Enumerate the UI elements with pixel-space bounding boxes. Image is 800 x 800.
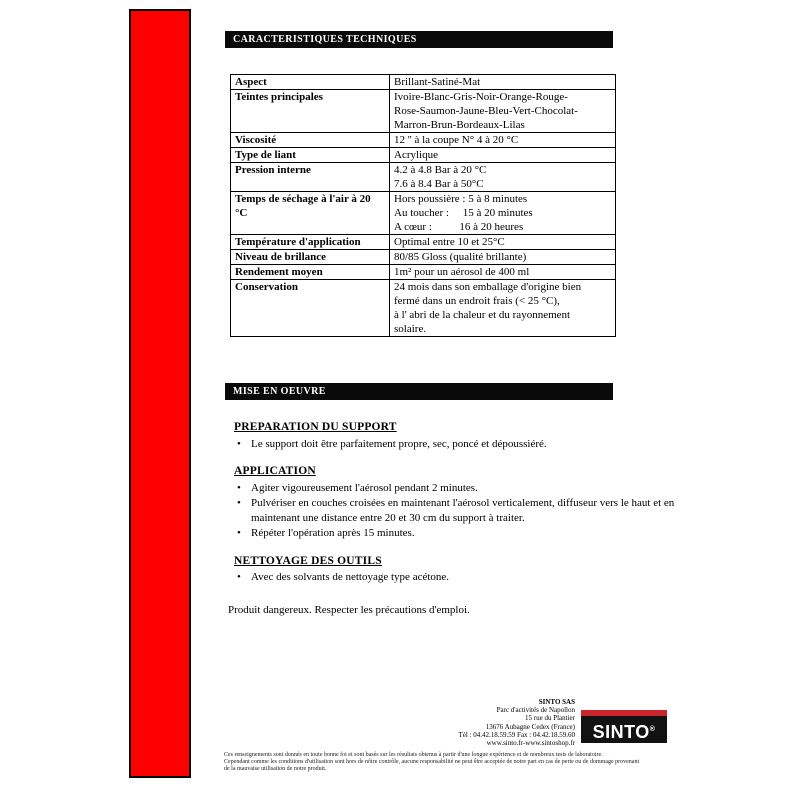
address-line: www.sinto.fr-www.sintoshop.fr: [486, 739, 575, 748]
spec-label: Type de liant: [231, 148, 390, 163]
bullet-list: [234, 437, 676, 452]
section-header-label: MISE EN OEUVRE: [233, 386, 326, 397]
spec-value: Acrylique: [390, 148, 616, 163]
technical-specs-table: [230, 74, 616, 337]
section-header-caracteristiques: [225, 31, 613, 48]
section-header-label: CARACTERISTIQUES TECHNIQUES: [233, 34, 417, 45]
bullet-item: • Avec des solvants de nettoyage type acétone.: [234, 570, 676, 585]
spec-label: Temps de séchage à l'air à 20 °C: [231, 192, 390, 235]
red-accent-bar: [129, 9, 191, 778]
spec-value: Optimal entre 10 et 25°C: [390, 235, 616, 250]
sinto-logo: [581, 710, 667, 743]
spec-label: Température d'application: [231, 235, 390, 250]
spec-value: 80/85 Gloss (qualité brillante): [390, 250, 616, 265]
fine-print-line: Cependant comme les conditions d'utilisation sont hors de nôtre contrôle, aucune responsabilité ne peut être acceptée de notre part en cas de perte ou de dommage provenant: [224, 758, 640, 765]
table-row: [231, 192, 616, 235]
spec-value: 1m² pour un aérosol de 400 ml: [390, 265, 616, 280]
address-line: Tél : 04.42.18.59.59 Fax : 04.42.18.59.60: [458, 730, 575, 739]
bullet-item: • Pulvériser en couches croisées en maintenant l'aérosol verticalement, diffuseur vers le haut et en maintenant une distance entre 20 et 30 cm du support à traiter.: [234, 496, 676, 525]
spec-label: Teintes principales: [231, 90, 390, 133]
section-header-mise-en-oeuvre: [225, 383, 613, 400]
table-row: [231, 250, 616, 265]
bullet-item: • Agiter vigoureusement l'aérosol pendant 2 minutes.: [234, 481, 676, 496]
spec-value: Hors poussière : 5 à 8 minutes Au toucher : 15 à 20 minutes A cœur : 16 à 20 heures: [390, 192, 616, 235]
bullet-list: [234, 481, 676, 541]
address-line: 15 rue du Plantier: [525, 714, 575, 723]
spec-label: Pression interne: [231, 163, 390, 192]
logo-text: SINTO: [592, 722, 650, 742]
legal-fine-print: [224, 752, 684, 772]
table-row: [231, 280, 616, 337]
subsection-heading: APPLICATION: [234, 465, 316, 477]
subsection-heading: NETTOYAGE DES OUTILS: [234, 554, 382, 567]
table-row: [231, 163, 616, 192]
address-line: Parc d'activités de Napollon: [496, 706, 575, 715]
fine-print-line: de la mauvaise utilisation de notre produit.: [224, 765, 327, 772]
spec-label: Niveau de brillance: [231, 250, 390, 265]
company-name: SINTO SAS: [538, 698, 575, 706]
logo-wordmark: [581, 716, 667, 743]
subsection-heading: PREPARATION DU SUPPORT: [234, 421, 397, 433]
registered-mark: ®: [649, 726, 656, 733]
spec-value: 12 '' à la coupe N° 4 à 20 °C: [390, 133, 616, 148]
bullet-item: • Répéter l'opération après 15 minutes.: [234, 526, 676, 541]
spec-label: Rendement moyen: [231, 265, 390, 280]
instructions-section: [228, 420, 676, 617]
spec-value: Brillant-Satiné-Mat: [390, 75, 616, 90]
table-row: [231, 75, 616, 90]
company-address-block: [340, 698, 575, 747]
table-row: [231, 148, 616, 163]
table-row: [231, 235, 616, 250]
spec-value: 4.2 à 4.8 Bar à 20 °C 7.6 à 8.4 Bar à 50°C: [390, 163, 616, 192]
table-row: [231, 133, 616, 148]
spec-value: 24 mois dans son emballage d'origine bien fermé dans un endroit frais (< 25 °C), à l' abri de la chaleur et du rayonnement solaire.: [390, 280, 616, 337]
bullet-list: [234, 570, 676, 585]
table-row: [231, 265, 616, 280]
spec-value: Ivoire-Blanc-Gris-Noir-Orange-Rouge- Rose-Saumon-Jaune-Bleu-Vert-Chocolat- Marron-Brun-Bordeaux-Lilas: [390, 90, 616, 133]
bullet-item: • Le support doit être parfaitement propre, sec, poncé et dépoussiéré.: [234, 437, 676, 452]
spec-label: Aspect: [231, 75, 390, 90]
table-row: [231, 90, 616, 133]
danger-warning-text: Produit dangereux. Respecter les précautions d'emploi.: [228, 603, 470, 616]
address-line: 13676 Aubagne Cedex (France): [485, 722, 575, 731]
spec-label: Conservation: [231, 280, 390, 337]
spec-label: Viscosité: [231, 133, 390, 148]
fine-print-line: Ces renseignements sont donnés en toute bonne foi et sont basés sur les résultats obtenus à partir d'une longue expérience et de nombreux tests de laboratoire.: [224, 752, 603, 758]
